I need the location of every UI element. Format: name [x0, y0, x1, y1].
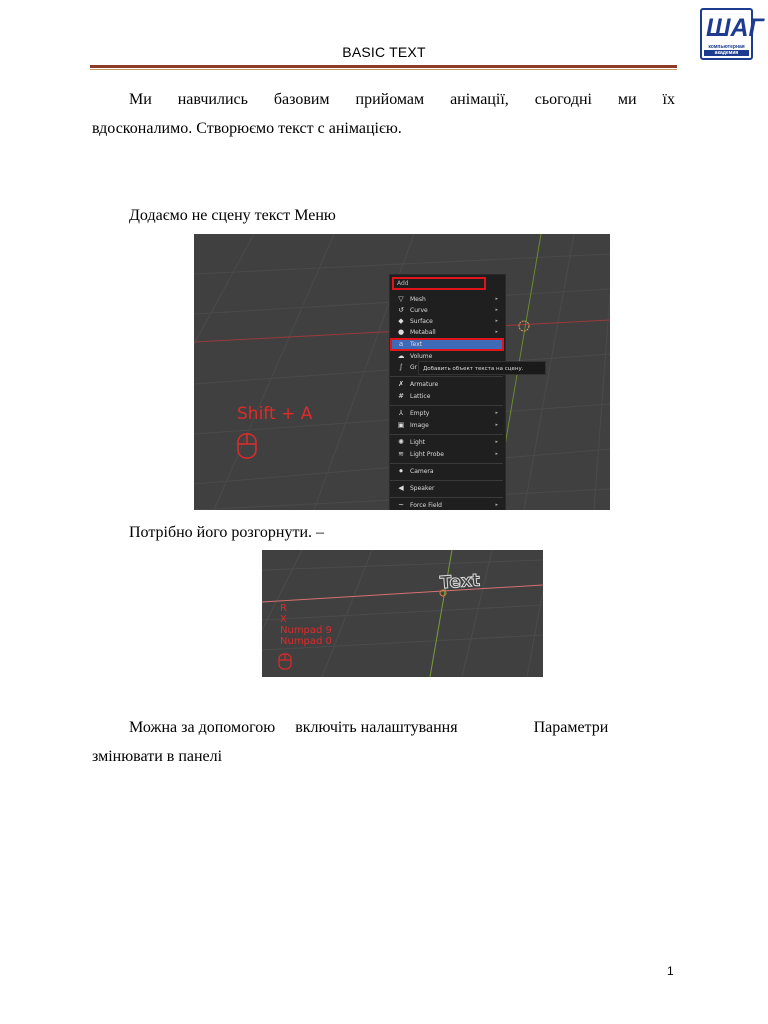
menu-item-surface[interactable]: ◆ Surface ▸	[398, 317, 498, 325]
submenu-arrow-icon: ▸	[495, 451, 498, 457]
shortcut-label: Shift + A	[237, 404, 313, 424]
menu-item-force-field[interactable]: ~ Force Field ▸	[398, 501, 498, 509]
key-label: X	[280, 614, 287, 625]
menu-item-armature[interactable]: ✗ Armature	[398, 380, 439, 388]
menu-separator	[390, 463, 503, 464]
logo-text: ШАГ	[706, 14, 764, 42]
menu-item-grease-pencil[interactable]: ∫ Gr	[390, 362, 503, 373]
add-menu[interactable]	[389, 274, 506, 510]
image-icon: ▣	[397, 421, 405, 429]
menu-item-metaball[interactable]: ● Metaball ▸	[397, 328, 498, 336]
submenu-arrow-icon: ▸	[495, 502, 498, 508]
menu-item-image[interactable]: ▣ Image ▸	[397, 421, 498, 429]
submenu-arrow-icon: ▸	[495, 307, 498, 313]
menu-item-light-probe[interactable]: ≋ Light Probe ▸	[398, 450, 498, 458]
menu-item-curve[interactable]: ↺ Curve ▸	[398, 306, 498, 314]
speaker-icon: ◀	[398, 484, 404, 492]
logo-subtitle: компьютерная	[708, 44, 745, 50]
lattice-icon: #	[398, 392, 404, 400]
menu-item-volume[interactable]: ☁ Volume	[397, 352, 433, 360]
header-rule-thin	[90, 69, 677, 70]
menu-item-empty[interactable]: ⅄ Empty ▸	[398, 409, 498, 417]
light-icon: ✺	[398, 438, 404, 446]
menu-item-speaker[interactable]: ◀ Speaker	[398, 484, 435, 492]
submenu-arrow-icon: ▸	[495, 410, 498, 416]
text-object: Text	[439, 570, 481, 594]
key-label: Numpad 0	[280, 636, 332, 647]
menu-separator	[390, 434, 503, 435]
menu-separator	[390, 405, 503, 406]
force-field-icon: ~	[398, 501, 404, 509]
add-menu-title: Add	[392, 277, 486, 290]
page-number: 1	[667, 964, 674, 978]
paragraph-add-text: Додаємо не сцену текст Меню	[129, 207, 336, 224]
paragraph-settings-line2: змінювати в панелі	[92, 748, 223, 765]
submenu-arrow-icon: ▸	[495, 422, 498, 428]
submenu-arrow-icon: ▸	[495, 329, 498, 335]
menu-item-mesh[interactable]: ▽ Mesh ▸	[398, 295, 498, 303]
submenu-arrow-icon: ▸	[495, 318, 498, 324]
highlight-box	[390, 338, 504, 351]
header-rule	[90, 65, 677, 68]
key-label: Numpad 9	[280, 625, 332, 636]
page-header-title: BASIC TEXT	[342, 44, 426, 60]
mesh-icon: ▽	[398, 295, 404, 303]
menu-item-light[interactable]: ✺ Light ▸	[398, 438, 498, 446]
submenu-arrow-icon: ▸	[495, 296, 498, 302]
camera-icon: ⏺	[399, 467, 403, 475]
blender-text-object-screenshot	[262, 550, 543, 677]
academy-logo	[700, 8, 764, 60]
paragraph-intro-line2: вдосконалимо. Створюємо текст с анімацією.	[92, 120, 402, 137]
menu-item-camera[interactable]: ⏺ Camera	[390, 466, 503, 477]
curve-icon: ↺	[398, 306, 404, 314]
key-list	[280, 603, 332, 647]
blender-add-menu-screenshot	[194, 234, 610, 510]
volume-icon: ☁	[397, 352, 405, 360]
grease-pencil-icon: ∫	[399, 363, 403, 371]
paragraph-intro-line1: Ми навчились базовим прийомам анімації, сьогодні ми їх	[129, 91, 675, 108]
light-probe-icon: ≋	[398, 450, 404, 458]
text-icon: a	[398, 340, 404, 348]
paragraph-settings-line1: Можна за допомогою включіть налаштування Параметри	[129, 719, 609, 736]
menu-item-lattice[interactable]: # Lattice	[398, 392, 431, 400]
menu-separator	[390, 376, 503, 377]
menu-separator	[390, 480, 503, 481]
metaball-icon: ●	[397, 328, 405, 336]
armature-icon: ✗	[398, 380, 404, 388]
paragraph-rotate: Потрібно його розгорнути. –	[129, 524, 325, 541]
submenu-arrow-icon: ▸	[495, 439, 498, 445]
surface-icon: ◆	[398, 317, 404, 325]
logo-subtitle-2: академия	[704, 50, 749, 56]
menu-item-text[interactable]: a Text	[390, 339, 503, 350]
text-tooltip: Добавить объект текста на сцену.	[418, 361, 546, 375]
empty-icon: ⅄	[398, 409, 404, 417]
key-label: R	[280, 603, 287, 614]
menu-separator	[390, 497, 503, 498]
